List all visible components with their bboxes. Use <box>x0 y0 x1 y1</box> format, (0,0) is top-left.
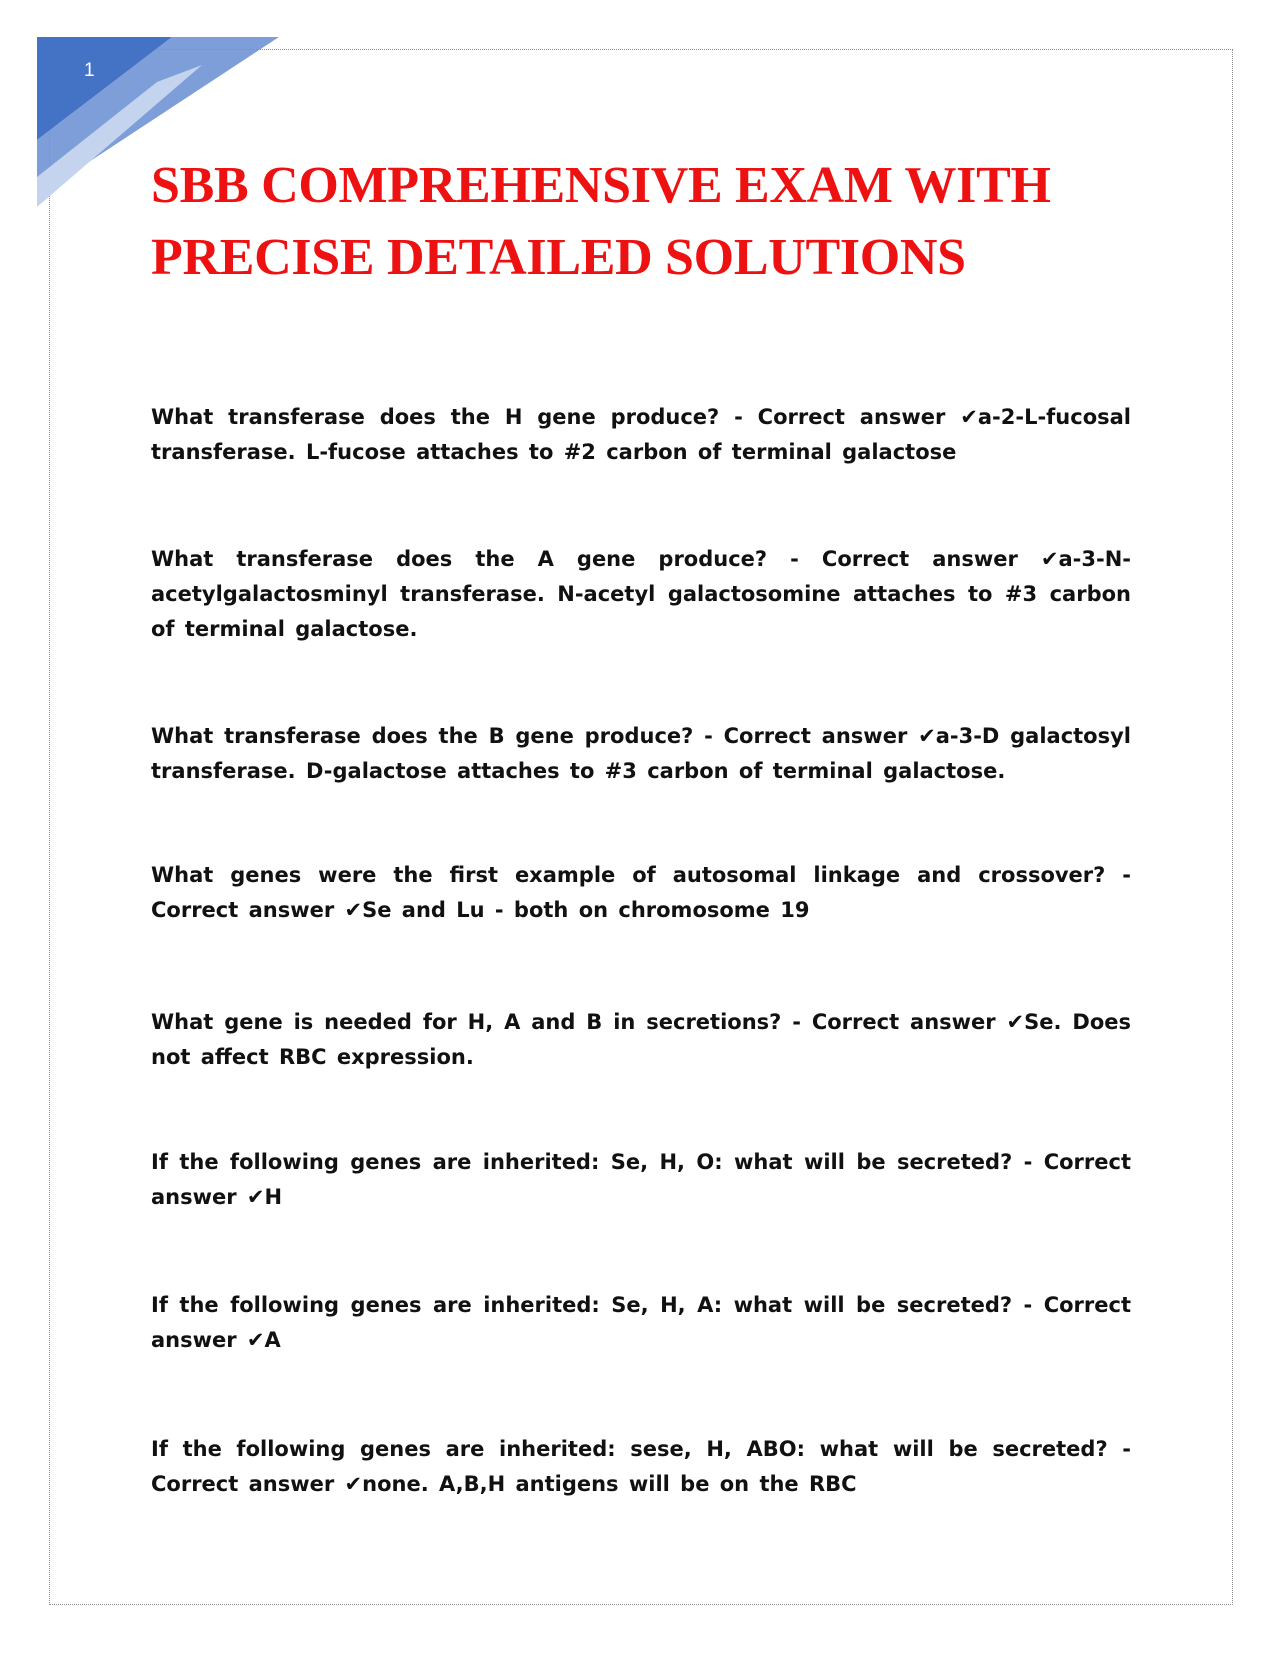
qa-item-6: If the following genes are inherited: Se, H, O: what will be secreted? - Correct answer ✔H <box>151 1150 1131 1209</box>
qa-item-3: What transferase does the B gene produce? - Correct answer ✔a-3-D galactosyl transferase. D-galactose attaches to #3 carbon of terminal galactose. <box>151 724 1131 783</box>
qa-item-2: What transferase does the A gene produce? - Correct answer ✔a-3-N-acetylgalactosminyl transferase. N-acetyl galactosomine attaches to #3 carbon of terminal galactose. <box>151 547 1131 641</box>
qa-item-1: What transferase does the H gene produce? - Correct answer ✔a-2-L-fucosal transferase. L-fucose attaches to #2 carbon of terminal galactose <box>151 405 1131 464</box>
qa-item-5: What gene is needed for H, A and B in secretions? - Correct answer ✔Se. Does not affect RBC expression. <box>151 1010 1131 1069</box>
page-number: 1 <box>84 60 95 81</box>
qa-item-4: What genes were the first example of autosomal linkage and crossover? - Correct answer ✔Se and Lu - both on chromosome 19 <box>151 863 1131 922</box>
document-title: SBB COMPREHENSIVE EXAM WITH PRECISE DETAILED SOLUTIONS <box>151 157 1051 286</box>
qa-item-7: If the following genes are inherited: Se, H, A: what will be secreted? - Correct answer ✔A <box>151 1293 1131 1352</box>
qa-item-8: If the following genes are inherited: sese, H, ABO: what will be secreted? - Correct answer ✔none. A,B,H antigens will be on the RBC <box>151 1437 1131 1496</box>
